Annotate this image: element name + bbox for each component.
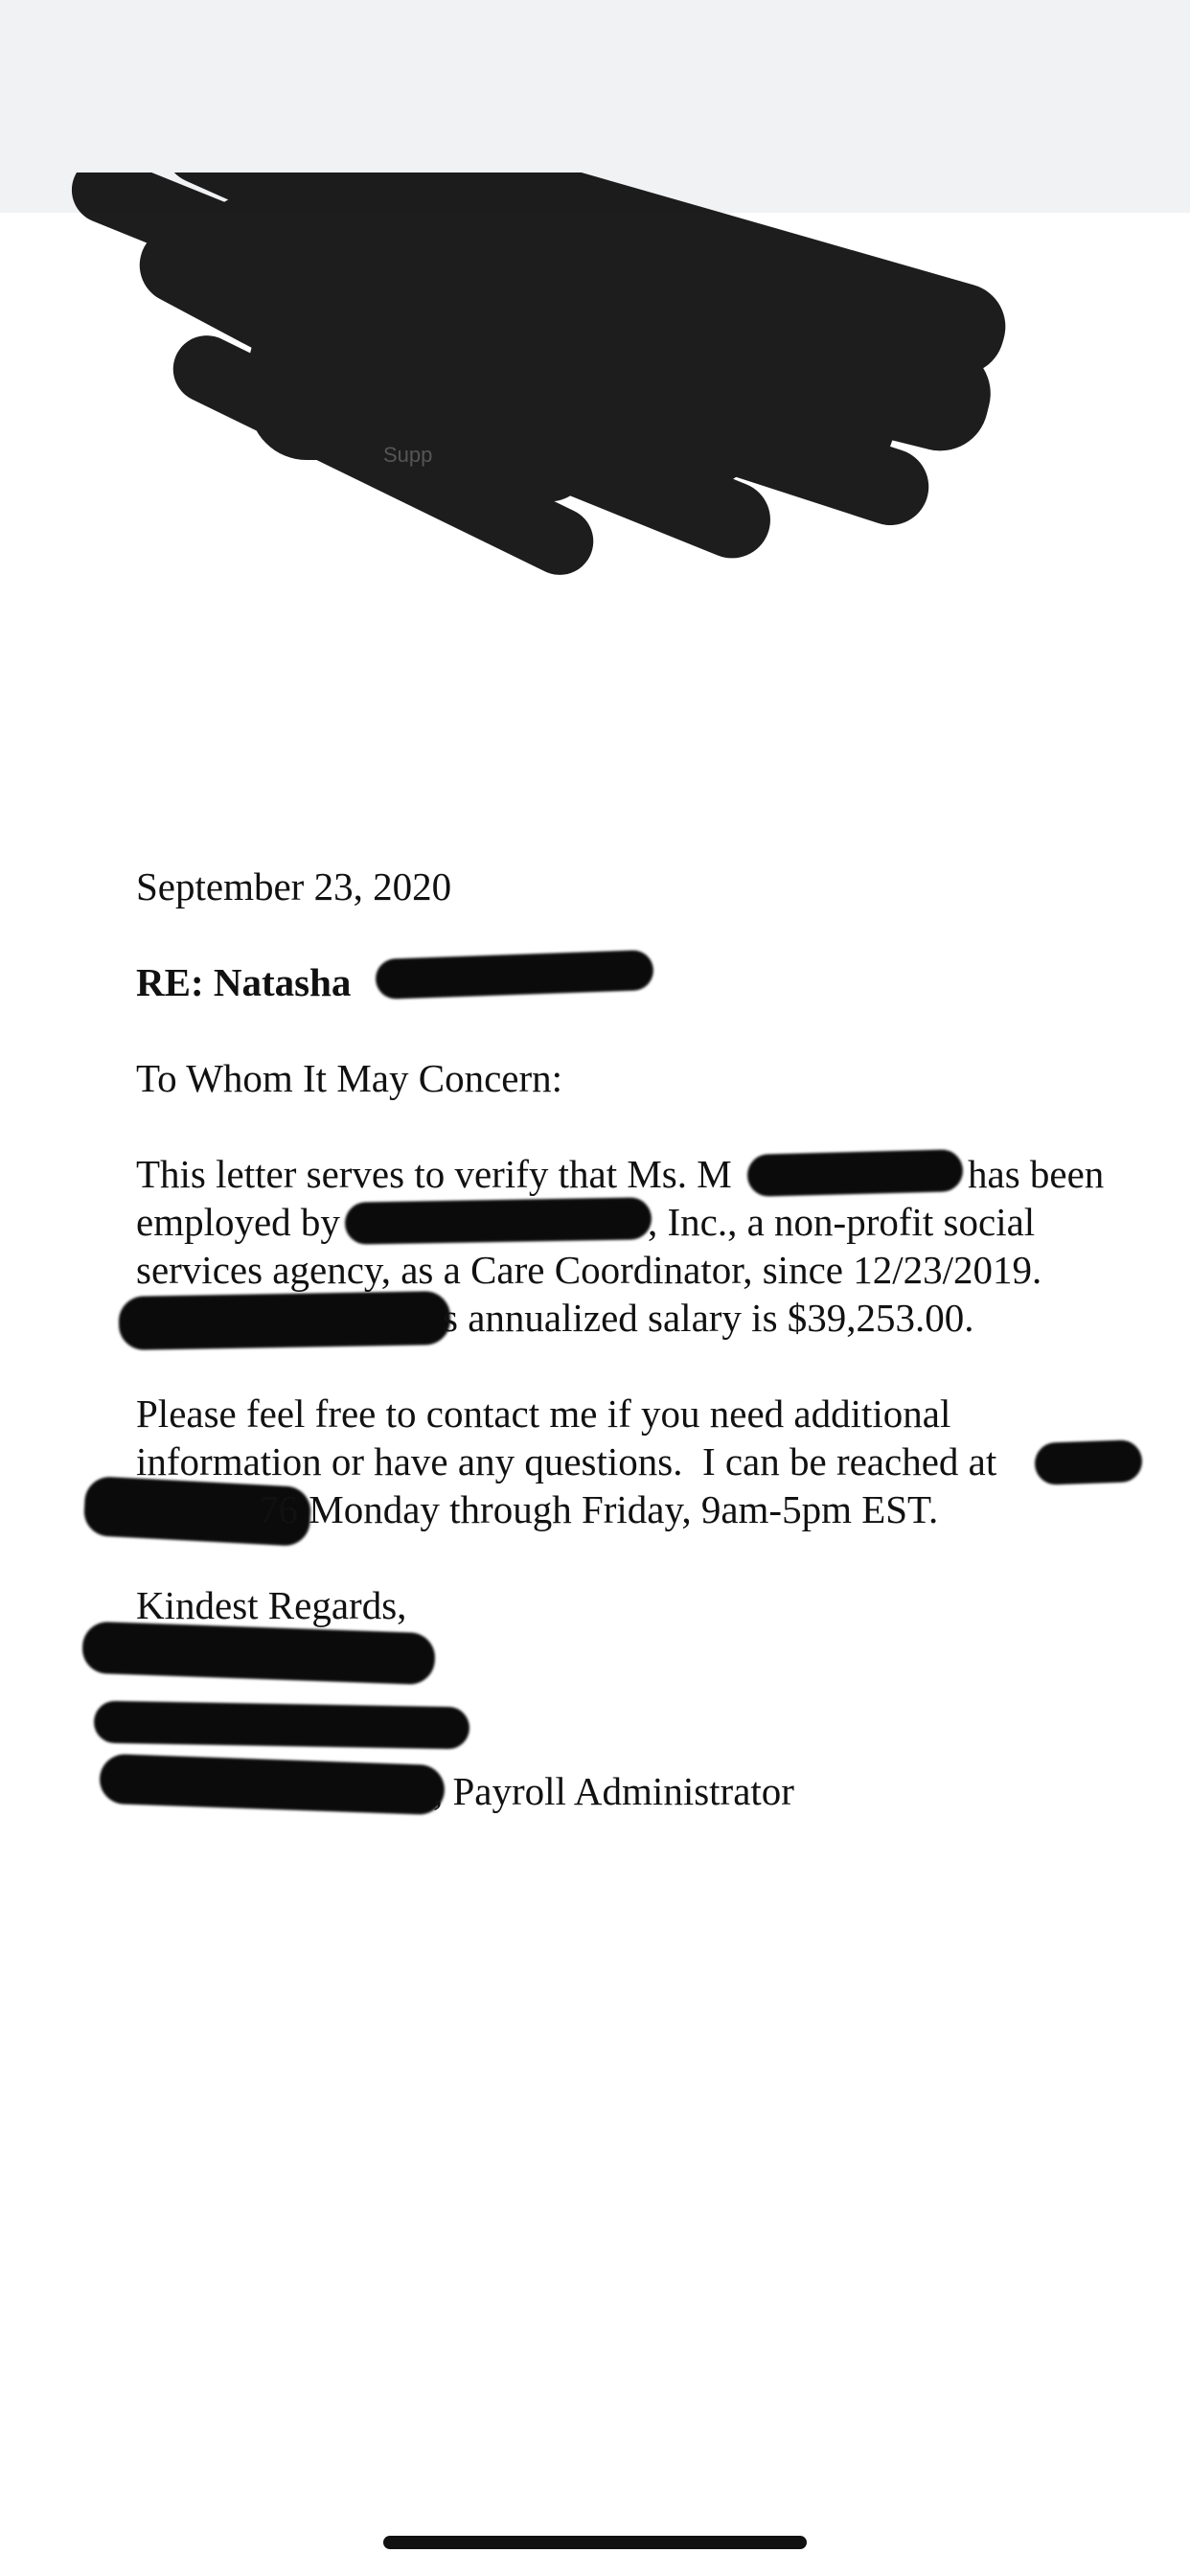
- name-redaction: [94, 1701, 470, 1750]
- redaction-mark: [375, 950, 653, 1000]
- para2-line3-start: 76: [259, 1487, 298, 1531]
- signature-title: , Payroll Administrator: [433, 1769, 794, 1813]
- redaction-mark: [746, 1149, 963, 1197]
- letterhead-redaction: [38, 172, 1073, 575]
- home-indicator[interactable]: [383, 2536, 807, 2549]
- para1-line1-end: has been: [968, 1152, 1105, 1196]
- para2-line1: Please feel free to contact me if you need additional: [136, 1392, 951, 1436]
- para1-line4: s annualized salary is $39,253.00.: [443, 1296, 974, 1340]
- redaction-mark: [119, 1291, 451, 1350]
- para2-line3-end: Monday through Friday, 9am-5pm EST.: [299, 1487, 939, 1531]
- redaction-mark: [1034, 1439, 1142, 1485]
- para1-line2-end: , Inc., a non-profit social: [648, 1200, 1036, 1244]
- salutation: To Whom It May Concern:: [136, 1056, 563, 1100]
- signature-redaction: [81, 1622, 436, 1686]
- para1-line1-start: This letter serves to verify that Ms. M: [136, 1152, 732, 1196]
- para2-line2: information or have any questions. I can be reached at: [136, 1439, 997, 1484]
- para1-line2-start: employed by: [136, 1200, 340, 1244]
- faint-header-text: Supp: [383, 443, 433, 467]
- letter-date: September 23, 2020: [136, 864, 452, 908]
- redaction-mark: [345, 1197, 652, 1245]
- organization-redaction: [99, 1754, 446, 1816]
- re-line: RE: Natasha: [136, 960, 352, 1004]
- closing: Kindest Regards,: [136, 1583, 407, 1627]
- para1-line3: services agency, as a Care Coordinator, since 12/23/2019.: [136, 1248, 1042, 1292]
